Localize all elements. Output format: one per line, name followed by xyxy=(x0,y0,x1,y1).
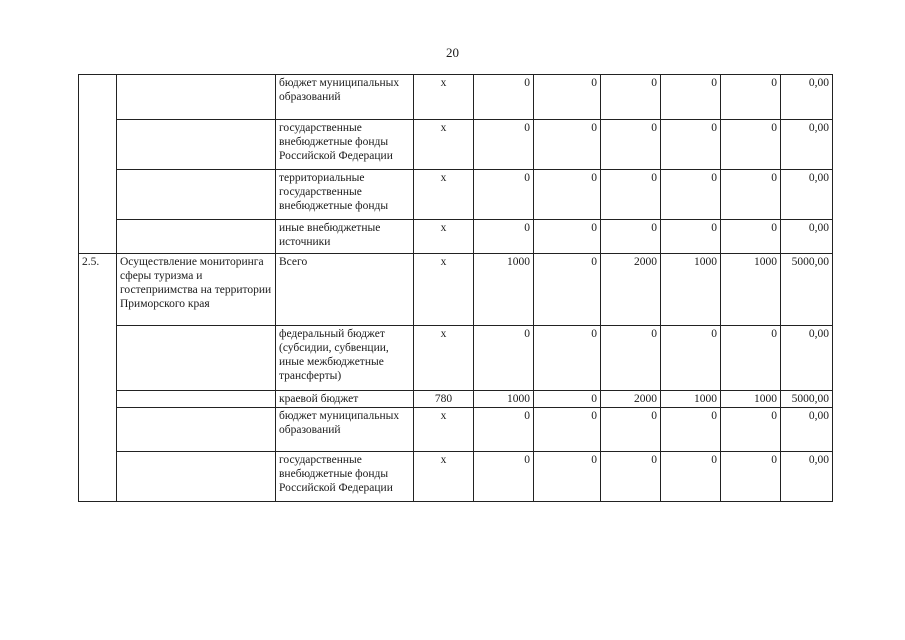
budget-table xyxy=(78,74,833,502)
value-cell: 0 xyxy=(474,408,534,452)
value-cell: 0 xyxy=(601,326,661,391)
value-cell: 0 xyxy=(534,326,601,391)
total-cell: 0,00 xyxy=(781,220,833,254)
funding-source-cell: федеральный бюджет (субсидии, субвенции, иные межбюджетные трансферты) xyxy=(276,326,414,391)
value-cell: 0 xyxy=(534,220,601,254)
value-cell: 0 xyxy=(474,75,534,120)
total-cell: 0,00 xyxy=(781,326,833,391)
value-cell: 0 xyxy=(534,452,601,502)
value-cell: 0 xyxy=(661,408,721,452)
value-cell: 0 xyxy=(601,170,661,220)
value-cell: 0 xyxy=(474,120,534,170)
value-cell: 0 xyxy=(474,326,534,391)
value-cell: 0 xyxy=(661,120,721,170)
value-cell: 0 xyxy=(601,452,661,502)
funding-source-cell: бюджет муниципальных образований xyxy=(276,75,414,120)
total-cell: 0,00 xyxy=(781,75,833,120)
value-cell: 0 xyxy=(721,326,781,391)
value-cell: 0 xyxy=(661,220,721,254)
value-cell: 0 xyxy=(474,220,534,254)
value-cell: 0 xyxy=(534,408,601,452)
total-cell: 0,00 xyxy=(781,452,833,502)
table-row xyxy=(79,408,833,452)
total-cell: 5000,00 xyxy=(781,254,833,326)
activity-name-cell xyxy=(117,452,276,502)
value-cell: 1000 xyxy=(661,391,721,408)
funding-source-cell: государственные внебюджетные фонды Российской Федерации xyxy=(276,120,414,170)
value-cell: 0 xyxy=(534,75,601,120)
table-row xyxy=(79,170,833,220)
total-cell: 0,00 xyxy=(781,120,833,170)
value-cell: 0 xyxy=(721,408,781,452)
table-row xyxy=(79,391,833,408)
funding-source-cell: краевой бюджет xyxy=(276,391,414,408)
value-cell: 0 xyxy=(601,408,661,452)
table-row xyxy=(79,452,833,502)
activity-name-cell xyxy=(117,170,276,220)
budget-code-cell: х xyxy=(414,254,474,326)
value-cell: 0 xyxy=(534,120,601,170)
budget-code-cell: х xyxy=(414,326,474,391)
total-cell: 0,00 xyxy=(781,170,833,220)
activity-name-cell xyxy=(117,120,276,170)
value-cell: 0 xyxy=(721,170,781,220)
funding-source-cell: иные внебюджетные источники xyxy=(276,220,414,254)
row-index-cell xyxy=(79,75,117,254)
activity-name-cell xyxy=(117,391,276,408)
budget-code-cell: 780 xyxy=(414,391,474,408)
value-cell: 2000 xyxy=(601,254,661,326)
value-cell: 0 xyxy=(534,170,601,220)
value-cell: 0 xyxy=(661,326,721,391)
funding-source-cell: территориальные государственные внебюджетные фонды xyxy=(276,170,414,220)
value-cell: 0 xyxy=(661,75,721,120)
funding-source-cell: Всего xyxy=(276,254,414,326)
budget-code-cell: х xyxy=(414,75,474,120)
budget-code-cell: х xyxy=(414,220,474,254)
value-cell: 0 xyxy=(601,120,661,170)
table-row xyxy=(79,326,833,391)
value-cell: 0 xyxy=(601,75,661,120)
activity-name-cell xyxy=(117,75,276,120)
page-number: 20 xyxy=(446,45,459,60)
value-cell: 0 xyxy=(661,170,721,220)
table-row xyxy=(79,220,833,254)
value-cell: 0 xyxy=(721,75,781,120)
value-cell: 0 xyxy=(474,452,534,502)
row-index-cell: 2.5. xyxy=(79,254,117,502)
value-cell: 1000 xyxy=(474,391,534,408)
funding-source-cell: бюджет муниципальных образований xyxy=(276,408,414,452)
budget-code-cell: х xyxy=(414,408,474,452)
table-row xyxy=(79,120,833,170)
value-cell: 0 xyxy=(474,170,534,220)
value-cell: 0 xyxy=(721,452,781,502)
value-cell: 1000 xyxy=(474,254,534,326)
activity-name-cell xyxy=(117,220,276,254)
total-cell: 0,00 xyxy=(781,408,833,452)
value-cell: 0 xyxy=(534,391,601,408)
budget-code-cell: х xyxy=(414,120,474,170)
budget-code-cell: х xyxy=(414,452,474,502)
value-cell: 1000 xyxy=(721,391,781,408)
budget-code-cell: х xyxy=(414,170,474,220)
value-cell: 0 xyxy=(534,254,601,326)
table-row xyxy=(79,254,833,326)
value-cell: 0 xyxy=(661,452,721,502)
value-cell: 2000 xyxy=(601,391,661,408)
activity-name-cell: Осуществление мониторинга сферы туризма и гостеприимства на территории Приморского края xyxy=(117,254,276,326)
value-cell: 0 xyxy=(601,220,661,254)
activity-name-cell xyxy=(117,326,276,391)
activity-name-cell xyxy=(117,408,276,452)
value-cell: 1000 xyxy=(661,254,721,326)
table-row xyxy=(79,75,833,120)
value-cell: 0 xyxy=(721,120,781,170)
total-cell: 5000,00 xyxy=(781,391,833,408)
value-cell: 1000 xyxy=(721,254,781,326)
value-cell: 0 xyxy=(721,220,781,254)
funding-source-cell: государственные внебюджетные фонды Российской Федерации xyxy=(276,452,414,502)
